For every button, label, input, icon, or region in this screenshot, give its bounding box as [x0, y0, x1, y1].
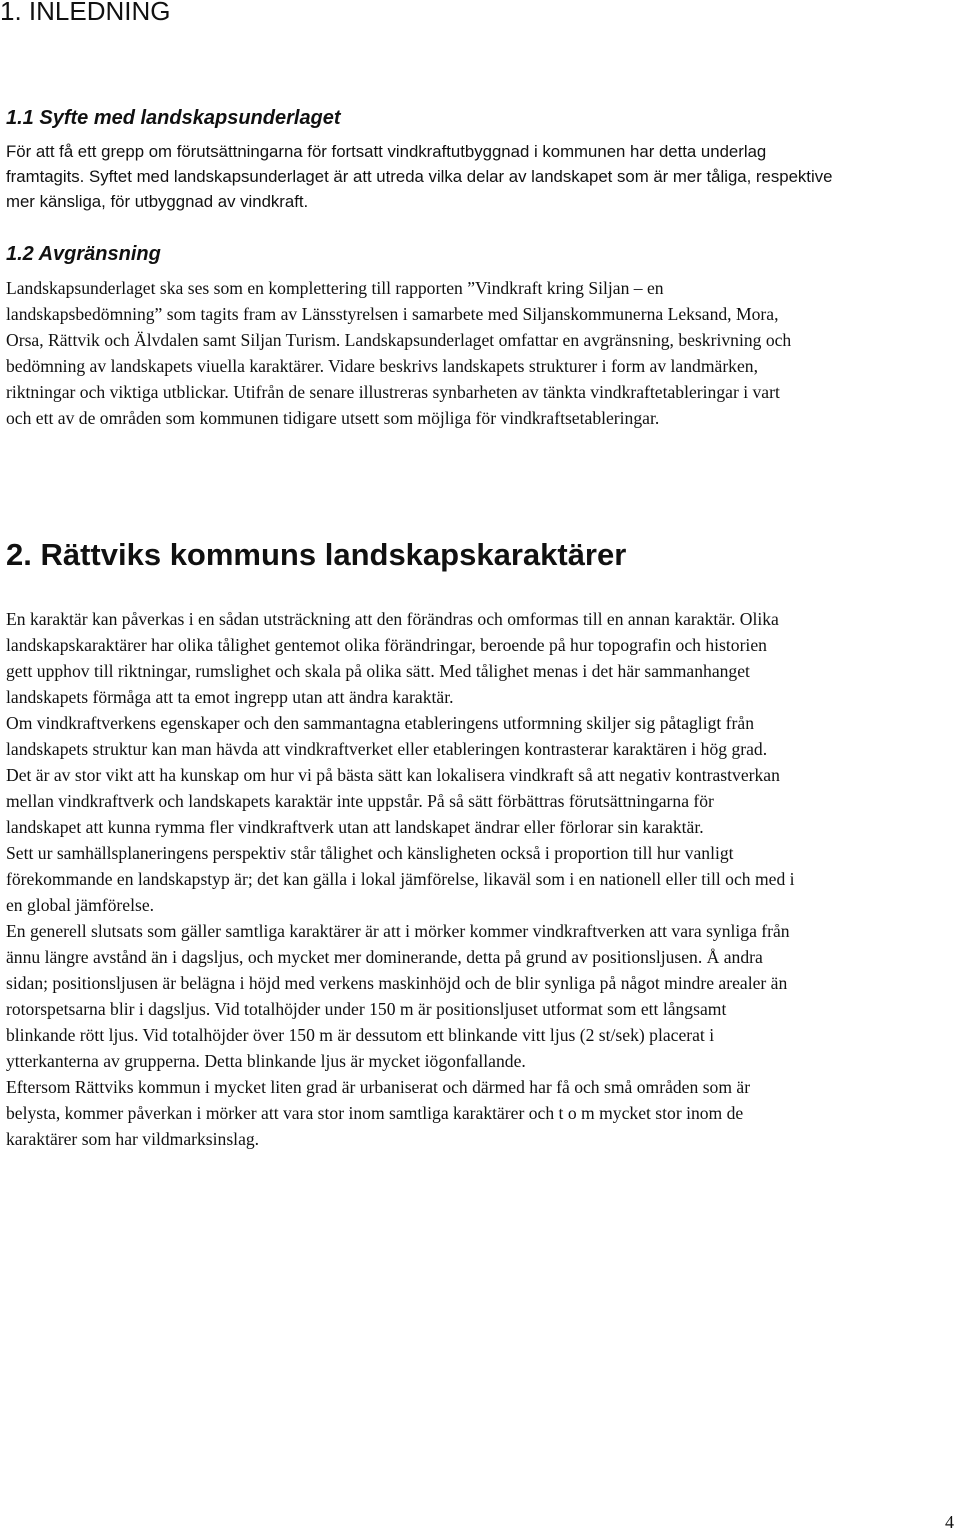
- text-line: karaktärer som har vildmarksinslag.: [6, 1129, 260, 1149]
- text-line: framtagits. Syftet med landskapsunderlaget är att utreda vilka delar av landskapet som är mer tåliga, respektive: [6, 167, 833, 186]
- text-line: bedömning av landskapets viuella karaktärer. Vidare beskrivs landskapets strukturer i form av landmärken,: [6, 356, 758, 376]
- main-heading: 1. INLEDNING: [0, 0, 171, 26]
- text-line: rotorspetsarna blir i dagsljus. Vid totalhöjder under 150 m är positionsljuset utformat som ett långsamt: [6, 999, 727, 1019]
- text-line: sidan; positionsljusen är belägna i höjd med verkens maskinhöjd och de blir synliga på något mindre arealer än: [6, 973, 788, 993]
- text-line: gett upphov till riktningar, rumslighet och skala på olika sätt. Med tålighet menas i det här sammanhanget: [6, 661, 750, 681]
- text-line: En karaktär kan påverkas i en sådan utsträckning att den förändras och omformas till en annan karaktär. Olika: [6, 609, 779, 629]
- text-line: Orsa, Rättvik och Älvdalen samt Siljan Turism. Landskapsunderlaget omfattar en avgränsning, beskrivning och: [6, 330, 792, 350]
- paragraph-avgransning: [6, 275, 956, 431]
- text-line: Om vindkraftverkens egenskaper och den sammantagna etableringens utformning skiljer sig påtagligt från: [6, 713, 754, 733]
- text-line: Eftersom Rättviks kommun i mycket liten grad är urbaniserat och därmed har få och små områden som är: [6, 1077, 751, 1097]
- text-line: Det är av stor vikt att ha kunskap om hur vi på bästa sätt kan lokalisera vindkraft så att negativ kontrastverkan: [6, 765, 780, 785]
- text-line: landskapsbedömning” som tagits fram av Länsstyrelsen i samarbete med Siljanskommunerna Leksand, Mora,: [6, 304, 779, 324]
- text-line: Sett ur samhällsplaneringens perspektiv står tålighet och känsligheten också i proportion till hur vanligt: [6, 843, 734, 863]
- text-line: belysta, kommer påverkan i mörker att vara stor inom samtliga karaktärer och t o m mycket stor inom de: [6, 1103, 744, 1123]
- subheading-syfte: 1.1 Syfte med landskapsunderlaget: [6, 107, 341, 129]
- text-line: För att få ett grepp om förutsättningarna för fortsatt vindkraftutbyggnad i kommunen har detta underlag: [6, 142, 767, 161]
- subheading-avgransning: 1.2 Avgränsning: [6, 243, 161, 265]
- text-line: landskapets struktur kan man hävda att vindkraftverket eller etableringen kontrasterar karaktären i hög grad.: [6, 739, 768, 759]
- text-line: Landskapsunderlaget ska ses som en komplettering till rapporten ”Vindkraft kring Siljan – en: [6, 278, 664, 298]
- text-line: ännu längre avstånd än i dagsljus, och mycket mer dominerande, detta på grund av positionsljusen. Å andra: [6, 947, 763, 967]
- text-line: och ett av de områden som kommunen tidigare utsett som möjliga för vindkraftsetableringar.: [6, 408, 660, 428]
- page-number: 4: [945, 1512, 954, 1532]
- text-line: förekommande en landskapstyp är; det kan gälla i lokal jämförelse, likaväl som i en nationell eller till och med i: [6, 869, 795, 889]
- text-line: en global jämförelse.: [6, 895, 155, 915]
- text-line: landskapets förmåga att ta emot ingrepp utan att ändra karaktär.: [6, 687, 454, 707]
- text-line: En generell slutsats som gäller samtliga karaktärer är att i mörker kommer vindkraftverken att vara synliga från: [6, 921, 790, 941]
- text-line: blinkande rött ljus. Vid totalhöjder över 150 m är dessutom ett blinkande vitt ljus (2 st/sek) placerat i: [6, 1025, 715, 1045]
- text-line: riktningar och viktiga utblickar. Utifrån de senare illustreras synbarheten av tänkta vindkraftetableringar i vart: [6, 382, 780, 402]
- text-line: ytterkanterna av grupperna. Detta blinkande ljus är mycket iögonfallande.: [6, 1051, 526, 1071]
- text-line: mellan vindkraftverk och landskapets karaktär inte uppstår. På så sätt förbättras förutsättningarna för: [6, 791, 714, 811]
- paragraph-syfte: [6, 139, 956, 214]
- text-line: mer känsliga, för utbyggnad av vindkraft.: [6, 192, 309, 211]
- section-heading-landskapskaraktarer: 2. Rättviks kommuns landskapskaraktärer: [6, 537, 627, 572]
- text-line: landskapskaraktärer har olika tålighet gentemot olika förändringar, beroende på hur topografin och historien: [6, 635, 767, 655]
- text-line: landskapet att kunna rymma fler vindkraftverk utan att landskapet ändrar eller förlorar sin karaktär.: [6, 817, 704, 837]
- paragraph-landskapskaraktarer: [6, 606, 956, 1152]
